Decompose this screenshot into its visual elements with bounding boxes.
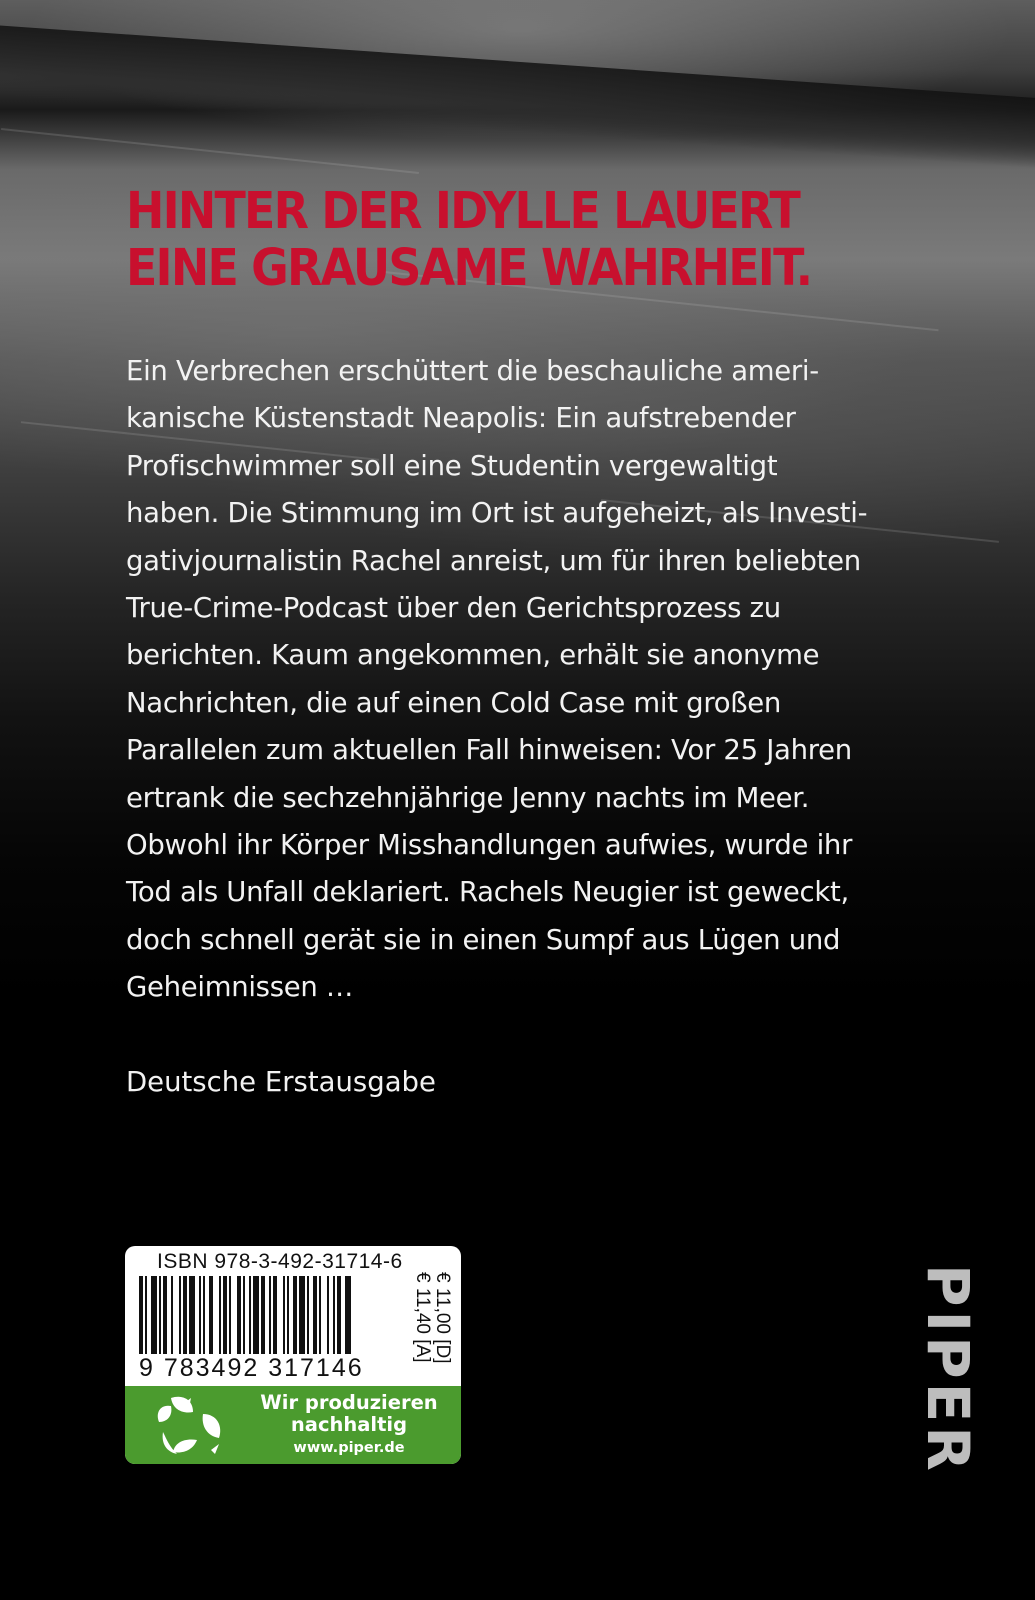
blurb-line: gativjournalistin Rachel anreist, um für ihren beliebten — [126, 544, 861, 577]
blurb-text — [126, 348, 886, 1012]
price-at: € 11,40 [A] — [412, 1272, 433, 1363]
barcode-label — [125, 1246, 461, 1464]
sea-horizon — [0, 23, 1035, 171]
isbn-text: ISBN 978-3-492-31714-6 — [157, 1250, 403, 1273]
headline-line: HINTER DER IDYLLE LAUERT — [126, 182, 799, 241]
headline — [126, 183, 811, 297]
blurb-line: True-Crime-Podcast über den Gerichtsprozess zu — [126, 592, 781, 625]
blurb-line: ertrank die sechzehnjährige Jenny nachts im Meer. — [126, 781, 810, 814]
blurb-line: haben. Die Stimmung im Ort ist aufgeheizt, als Investi- — [126, 497, 868, 530]
blurb-line: Profischwimmer soll eine Studentin vergewaltigt — [126, 449, 778, 482]
blurb-line: Nachrichten, die auf einen Cold Case mit großen — [126, 686, 782, 719]
blurb-line: Tod als Unfall deklariert. Rachels Neugier ist geweckt, — [126, 876, 849, 909]
blurb-line: Obwohl ihr Körper Misshandlungen aufwies, wurde ihr — [126, 829, 853, 862]
publisher-logo — [914, 1264, 982, 1475]
eco-line-2: nachhaltig — [290, 1413, 408, 1436]
eco-text — [243, 1392, 455, 1460]
blurb-line: Geheimnissen … — [126, 971, 354, 1004]
publisher-name: PIPER — [914, 1264, 982, 1475]
barcode-digits: 9 783492 317146 — [139, 1354, 364, 1382]
recycle-leaves-icon — [153, 1392, 227, 1460]
eco-label — [125, 1386, 461, 1464]
blurb-line: doch schnell gerät sie in einen Sumpf aus Lügen und — [126, 923, 841, 956]
edition-note: Deutsche Erstausgabe — [126, 1066, 436, 1098]
blurb-line: Parallelen zum aktuellen Fall hinweisen: Vor 25 Jahren — [126, 734, 852, 767]
blurb-line: berichten. Kaum angekommen, erhält sie anonyme — [126, 639, 820, 672]
price-de: € 11,00 [D] — [432, 1272, 453, 1364]
blurb-line: Ein Verbrechen erschüttert die beschauliche ameri- — [126, 355, 819, 387]
publisher-url: www.piper.de — [293, 1440, 405, 1456]
price-block — [411, 1272, 455, 1392]
wave-streak — [1, 128, 419, 174]
headline-line: EINE GRAUSAME WAHRHEIT. — [126, 239, 812, 298]
blurb-line: kanische Küstenstadt Neapolis: Ein aufstrebender — [126, 402, 796, 435]
eco-line-1: Wir produzieren — [260, 1391, 438, 1414]
